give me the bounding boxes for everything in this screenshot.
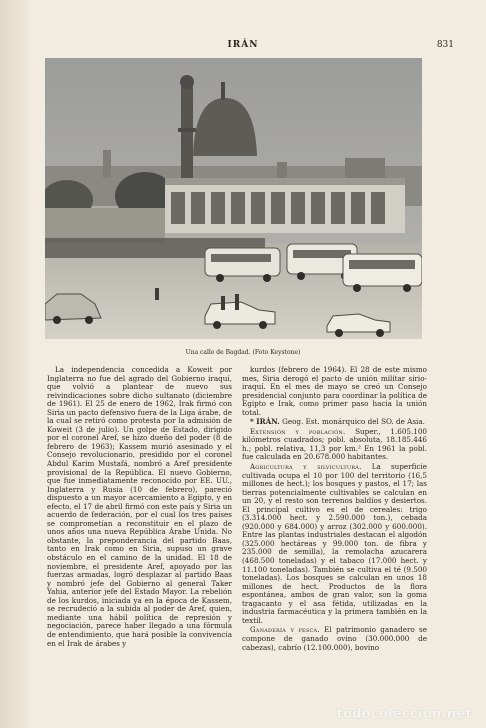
text-columns <box>47 366 427 652</box>
section-population <box>242 428 427 462</box>
entry-iran-head: * IRÁN. <box>250 417 280 427</box>
left-column <box>47 366 232 652</box>
section-livestock-head: Ganadería y pesca. <box>250 626 320 635</box>
running-header-title: IRÁN <box>227 40 259 50</box>
page-edge <box>0 0 28 728</box>
page-number: 831 <box>436 40 454 50</box>
paragraph-irak-continued: kurdos (febrero de 1964). El 28 de este mismo mes, Siria derogó el pacto de unión militar sirio-iraquí. En el mes de mayo se creó un Consejo presidencial conjunto para coordinar la política de Egipto e Irak, como primer paso hacia la unión total. <box>242 365 427 417</box>
section-agriculture-head: Agricultura y silvicultura. <box>250 463 362 472</box>
section-agriculture <box>242 463 427 625</box>
entry-iran <box>242 418 427 427</box>
street-photo <box>45 58 422 339</box>
section-livestock-body: El patrimonio ganadero se compone de ganado ovino (30.000.000 de cabezas), cabrío (12.100.000), bovino <box>242 625 427 652</box>
section-livestock <box>242 626 427 652</box>
paragraph-irak-history: La independencia concedida a Koweit por Inglaterra no fue del agrado del Gobierno iraquí, que volvió a plantear de nuevo sus reivindicaciones sobre dicho sultanato (diciembre de 1961). El 25 de enero de 1962, Irak firmó con Siria un pacto defensivo fuera de la Liga árabe, de la cual se retiró como protesta por la admisión de Koweit (3 de julio). Un golpe de Estado, dirigido por el coronel Aref, se hizo dueño del poder (8 de febrero de 1963); Kassem murió asesinado y el Consejo revolucionario, presidido por el coronel Abdul Karim Mustafá, nombró a Aref presidente provisional de la República. El nuevo Gobierno, que fue inmediatamente reconocido por EE. UU., Inglaterra y Rusia (10 de febrero), pareció dispuesto a un mayor acercamiento a Egipto, y en efecto, el 17 de abril firmó con este país y Siria un acuerdo de federación, por el cual los tres países se comprometían a reconstituir en el plazo de unos años una nueva República Árabe Unida. No obstante, la preponderancia del partido Baas, tanto en Irak como en Siria, supuso un grave obstáculo en el camino de la unidad. El 18 de noviembre, el presidente Aref, apoyado por las fuerzas armadas, logró desplazar al partido Baas y nombró jefe del Gobierno al general Taker Yahia, anterior jefe del Estado Mayor. La rebelión de los kurdos, iniciada ya en la época de Kassem, se recrudeció a la subida al poder de Aref, quien, mediante una hábil política de represión y negociación, parece haber llegado a una fórmula de entendimiento, que hará posible la convivencia en el Irak de árabes y <box>47 365 232 648</box>
section-agriculture-body: La superficie cultivada ocupa el 10 por 100 del territorio (16,5 millones de hect.); los bosques y pastos, el 17; las tierras potencialmente cultivables se calculan en un 20, y el resto son terrenos baldíos y desiertos. El principal cultivo es el de cereales: trigo (3.314.000 hect. y 2.590.000 ton.), cebada (920.000 y 684.000) y arroz (302.000 y 600.000). Entre las plantas industriales destacan el algodón (325.000 hectáreas y 99.000 ton. de fibra y 235.000 de semilla), la remolacha azucarera (468.500 toneladas) y el tabaco (17.000 hect. y 11.100 toneladas). También se cultiva el té (9.500 toneladas). Los bosques se calculan en unos 18 millones de hect. Productos de la flora espontánea, ambos de gran valor, son la goma tragacanto y el asa fétida, utilizadas en la industria farmacéutica y la primera también en la textil. <box>242 462 427 625</box>
entry-iran-body: Geog. Est. monárquico del SO. de Asia. <box>282 417 425 427</box>
section-population-body: Super., 1.605.100 kilómetros cuadrados; pobl. absoluta, 18.185.446 h.; pobl. relativa, 11,3 por km.² En 1961 la pobl. fue calculada en 20.678.000 habitantes. <box>242 426 427 462</box>
watermark-logo: todocoleccion.net <box>336 707 472 722</box>
right-column <box>242 366 427 652</box>
section-population-head: Extensión y población. <box>250 427 346 436</box>
photo-caption: Una calle de Bagdad. (Foto Keystone) <box>185 349 301 356</box>
